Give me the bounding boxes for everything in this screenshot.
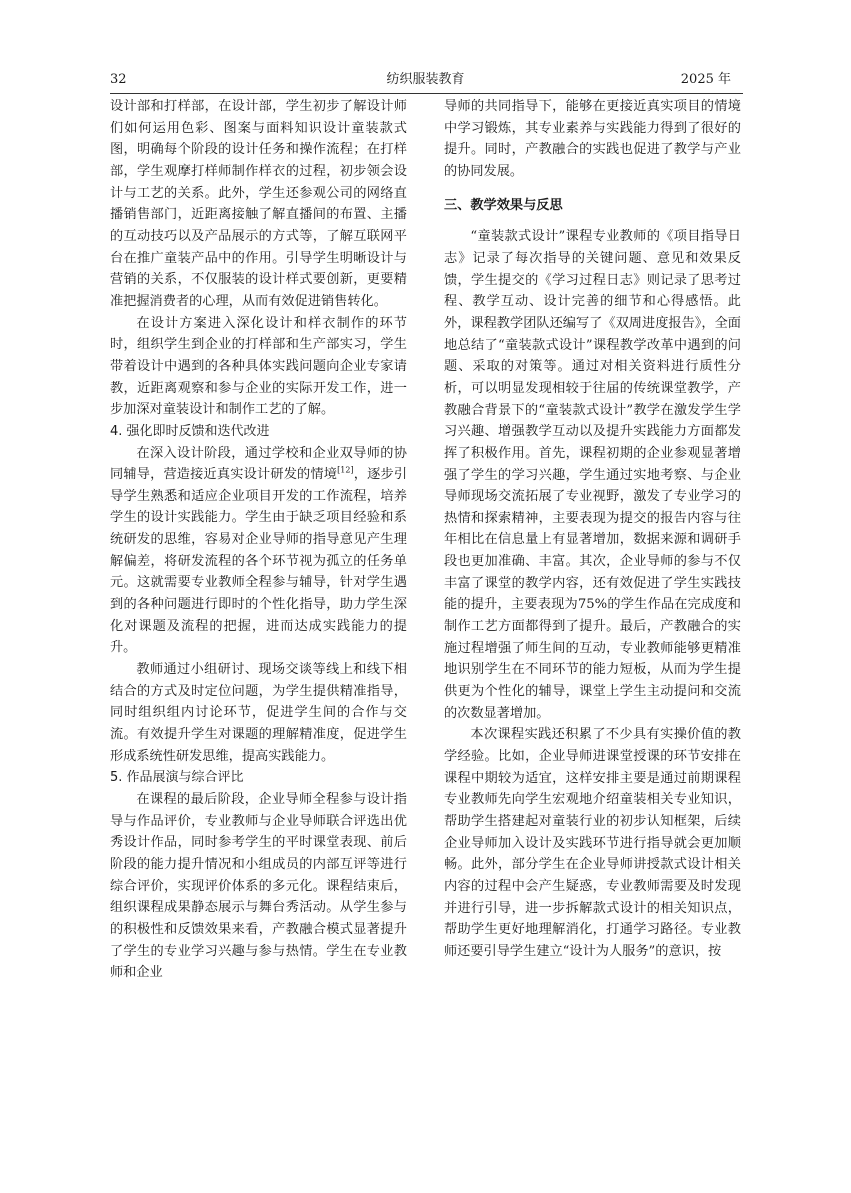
paragraph: “童装款式设计”课程专业教师的《项目指导日志》记录了每次指导的关键问题、意见和效果反馈，学生提交的《学习过程日志》则记录了思考过程、教学互动、设计完善的细节和心得感悟。此外，课程教学团队还编写了《双周进度报告》，全面地总结了“童装款式设计”课程教学改革中遇到的问题、采取的对策等。通过对相关资料进行质性分析，可以明显发现相较于往届的传统课堂教学，产教融合背景下的“童装款式设计”教学在激发学生学习兴趣、增强教学互动以及提升实践能力方面都发挥了积极作用。首先，课程初期的企业参观显著增强了学生的学习兴趣，学生通过实地考察、与企业导师现场交流拓展了专业视野，激发了专业学习的热情和探索精神，主要表现为提交的报告内容与往年相比在信息量上有显著增加，数据来源和调研手段也更加准确、丰富。其次，企业导师的参与不仅丰富了课堂的教学内容，还有效促进了学生实践技能的提升，主要表现为75%的学生作品在完成度和制作工艺方面都得到了提升。最后，产教融合的实施过程增强了师生间的互动，专业教师能够更精准地识别学生在不同环节的能力短板，从而为学生提供更为个性化的辅导，课堂上学生主动提问和交流的次数显著增加。 bbox=[444, 229, 741, 721]
left-column bbox=[110, 96, 407, 984]
paragraph: 设计部和打样部，在设计部，学生初步了解设计师们如何运用色彩、图案与面料知识设计童装款式图，明确每个阶段的设计任务和操作流程；在打样部，学生观摩打样师制作样衣的过程，初步领会设计与工艺的关系。此外，学生还参观公司的网络直播销售部门，近距离接触了解直播间的布置、主播的互动技巧以及产品展示的方式等，了解互联网平台在推广童装产品中的作用。引导学生明晰设计与营销的关系，不仅服装的设计样式要创新，更要精准把握消费者的心理，从而有效促进销售转化。 bbox=[110, 99, 407, 309]
publication-year: 2025 年 bbox=[680, 72, 731, 87]
page-number: 32 bbox=[110, 72, 127, 87]
citation-ref: [12] bbox=[337, 465, 354, 475]
paragraph: 教师通过小组研讨、现场交谈等线上和线下相结合的方式及时定位问题，为学生提供精准指导，同时组织组内讨论环节，促进学生间的合作与交流。有效提升学生对课题的理解精准度，促进学生形成系统性研发思维，提高实践能力。 bbox=[110, 662, 407, 764]
journal-title: 纺织服装教育 bbox=[386, 72, 465, 87]
section-heading-3: 三、教学效果与反思 bbox=[444, 197, 563, 213]
paragraph: 在设计方案进入深化设计和样衣制作的环节时，组织学生到企业的打样部和生产部实习，学生带着设计中遇到的各种具体实践问题向企业专家请教，近距离观察和参与企业的实际开发工作，进一步加深对童装设计和制作工艺的了解。 bbox=[110, 315, 407, 418]
paragraph: 导师的共同指导下，能够在更接近真实项目的情境中学习锻炼，其专业素养与实践能力得到了很好的提升。同时，产教融合的实践也促进了教学与产业的协同发展。 bbox=[444, 99, 741, 179]
paragraph: 本次课程实践还积累了不少具有实操价值的教学经验。比如，企业导师进课堂授课的环节安排在课程中期较为适宜，这样安排主要是通过前期课程专业教师先向学生宏观地介绍童装相关专业知识，帮助学生搭建起对童装行业的初步认知框架，后续企业导师加入设计及实践环节进行指导就会更加顺畅。此外，部分学生在企业导师讲授款式设计相关内容的过程中会产生疑惑，专业教师需要及时发现并进行引导，进一步拆解款式设计的相关知识点，帮助学生更好地理解消化，打通学习路径。专业教师还要引导学生建立“设计为人服务”的意识，按 bbox=[444, 727, 741, 959]
paragraph-with-citation bbox=[110, 443, 407, 660]
paragraph: 在课程的最后阶段，企业导师全程参与设计指导与作品评价，专业教师与企业导师联合评选出优秀设计作品，同时参考学生的平时课堂表现、前后阶段的能力提升情况和小组成员的内部互评等进行综合评价，实现评价体系的多元化。课程结束后，组织课程成果静态展示与舞台秀活动。从学生参与的积极性和反馈效果来看，产教融合模式显著提升了学生的专业学习兴趣与参与热情。学生在专业教师和企业 bbox=[110, 792, 407, 981]
subheading-5: 5. 作品展演与综合评比 bbox=[110, 770, 244, 786]
right-column bbox=[444, 96, 741, 963]
header-rule bbox=[110, 93, 743, 94]
paragraph-text: 在深入设计阶段，通过学校和企业双导师的协同辅导，营造接近真实设计研发的情境 bbox=[110, 445, 407, 483]
subheading-4: 4. 强化即时反馈和迭代改进 bbox=[110, 423, 270, 439]
paragraph-text: ，逐步引导学生熟悉和适应企业项目开发的工作流程，培养学生的设计实践能力。学生由于缺乏项目经验和系统研发的思维，容易对企业导师的指导意见产生理解偏差，将研发流程的各个环节视为孤立的任务单元。这就需要专业教师全程参与辅导，针对学生遇到的各种问题进行即时的个性化指导，助力学生深化对课题及流程的把握，进而达成实践能力的提升。 bbox=[110, 467, 408, 656]
